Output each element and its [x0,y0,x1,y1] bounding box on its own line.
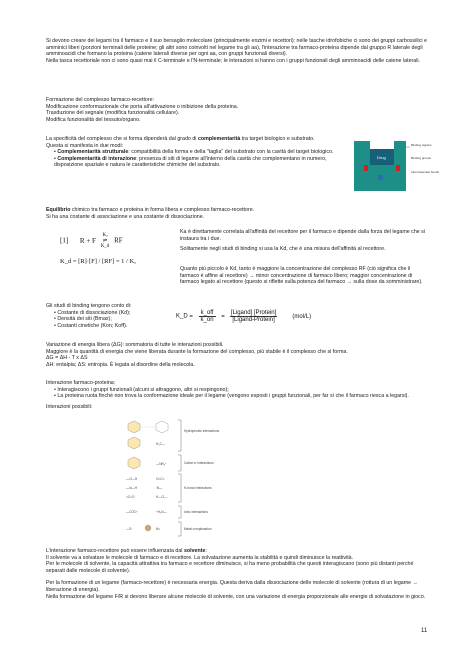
binding-group-mark [364,165,368,171]
spec-b1-text: : compatibilità della forma e della "taglia" del substrato con la cavità del target biologico. [128,149,334,156]
k-off-label: K_d [100,244,110,249]
koff-kon-fraction [199,310,216,323]
specificity-intro [46,136,342,143]
intro-paragraph [46,38,430,64]
spec-text-pre: La specificità del complesso che si forma dipenderà dal grado di [46,136,198,142]
spec-text-post: tra target biologico e substrato. [240,136,315,142]
cation-pi-label: Cation-π interactions [184,461,214,465]
spec-b2-label: Complementarità di interazione [57,155,137,162]
k-on-label: Kₐ [102,233,108,238]
hydrophobic-label: Hydrophobic interactions [184,429,220,433]
hbond-donor-3: >C=O [126,495,135,499]
specificity-bullet-2: • Complementarità di interazione: presenza di siti di legame all'interno della cavità che complementano in numero, disposizione spaziale e natura le caratteristiche chimiche del substrato. [54,155,327,169]
ligand-fraction [230,310,276,323]
kd-usage: Solitamente negli studi di binding si usa la Kd, che è una misura dell'affinità al recettore. [180,246,386,253]
hbond-donor-1: —O—H [126,477,138,481]
drug-label: Drug [377,155,386,160]
solvent-pre: L'interazione farmaco-recettore può essere influenzata dal [46,548,184,554]
reaction-left: R + F [79,236,96,245]
kd-binding-formula: K_D = k_off k_on = [Ligand] [Protein] [Ligand-Protein] (mol/L) [176,310,312,323]
solvent-line-3: Per la formazione di un legame (farmaco-recettore) è necessaria energia. Questa deriva dalla dissociazione delle molecole di solvente (rottura di un legame → liberazione di energia). [46,580,418,593]
metal-row [126,525,160,531]
ionic-anion: —COO⁻ [126,510,139,514]
binding-groups-label: Binding groups [411,156,432,160]
energy-line-2: Maggiore è la quantità di energia che viene liberata durante la formazione del complesso, più stabile è il complesso che si forma. [46,348,348,355]
binding-group-mark [378,175,383,180]
intro-text-1: Si devono creare dei legami tra il farmaco e il suo bersaglio molecolare (principalmente enzimi e recettori): nelle tasche idrofobiche ci sono dei gruppi carbossilici e amminici liberi (porzioni terminali delle proteine; gli altri sono coinvolti nel legame tra gli aa), l'interazione tra farmaco-proteina dipende dal gruppo R laterale degli amminoacidi che formano la proteina (catene laterali diverse per ogni aa, con gruppi funzionali diversi). [46,38,427,58]
binding-studies [46,303,176,329]
equilibrium-line-1 [46,207,430,214]
hbond-row [126,477,168,499]
inter-b2: La proteina ruota finché non trova la conformazione ideale per il legame (vengono esposti i gruppi funzionali, per far sì che il farmaco riesca a legarsi). [57,393,409,400]
energy-line-1: Variazione di energia libera (ΔG): sommatoria di tutte le interazioni possibili. [46,342,224,348]
spec-b1-label: Complementarità strutturale [57,149,129,156]
energy-line-3: ΔG = ΔH - T x ΔS [46,355,88,362]
metal-ion-icon [145,525,151,531]
solvent-title [46,548,430,555]
reaction-right: RF [114,236,123,245]
specificity-modes: Questa si manifesta in due modi: [46,142,124,149]
interaction-title: Interazione farmaco-proteina: [46,380,116,386]
complex-line-3: Modifica funzionalità del tessuto/organo. [46,116,141,123]
kd-lhs: K_D [176,313,188,320]
cation-group: —NR₃⁺ [156,462,167,466]
ka-explanation [180,229,430,253]
equilibrium-line-2: Si ha una costante di associazione e una costante di dissociazione. [46,213,205,220]
intro-text-2: Nella tasca recettoriale non ci sono quasi mai il C-terminale e l'N-terminale; le interazioni si hanno con i gruppi funzionali degli amminoacidi delle catene laterali. [46,57,421,64]
complex-section [46,97,430,123]
hbond-label: H-bond interactions [184,486,212,490]
eq-text: chimico tra farmaco e proteina in forma libera e complesso farmaco-recettore. [70,207,255,213]
interactions-diagram [118,418,230,542]
kd-text: Quanto più piccolo è Kd, tanto è maggiore la concentrazione del complesso RF (ciò significa che il farmaco è affine al recettore) → minor concentrazione di farmaco libero; maggior concentrazione di farmaco legato al recettore (questo si riflette sulla potenza del farmaco → sulla dose da somministrare). [180,266,423,286]
ionic-label: Ionic interactions [184,510,208,514]
kd-explanation [180,266,430,286]
metal-ligand: —S⁻ [126,527,133,531]
solvent-post: : [205,548,207,554]
spec-bold: complementarità [197,136,241,142]
hydrophobic-row [128,421,168,449]
binding-site-label: Binding site [368,190,384,194]
binding-b2: Densità dei siti (Bmax); [57,316,112,323]
solvent-line-1: Il solvente va a solvatare le molecole di farmaco e di recettore. La solvatazione aumenta la stabilità e quindi diminuisce la reattività. [46,554,354,561]
page-number: 11 [421,628,428,634]
ionic-cation: ⁺H₃N— [156,510,167,514]
koff-label: k_off [200,310,214,316]
binding-b3: Costanti cinetiche (Kon; Koff). [57,322,128,329]
binding-site-diagram [350,135,440,197]
interaction-bullet-2: • La proteina ruota finché non trova la conformazione ideale per il legame (vengono esposti i gruppi funzionali, per far sì che il farmaco riesca a legarsi). [54,393,409,400]
solvent-line-2: Per le molecole di solvente, la capacità attrattiva tra farmaco e recettore diminuisce, si ha meno probabilità che questi interagiscano (sono più distanti perché separati dalle molecole di solvente). [46,561,414,574]
binding-b1: Costante di dissociazione (Kd); [57,309,131,316]
intermolecular-bonds-label: Intermolecular bonds [411,170,440,174]
specificity-bullet-1: • Complementarità strutturale: compatibilità della forma e della "taglia" del substrato con la cavità del target biologico. [54,149,334,156]
spec-b2-text: : presenza di siti di legame all'interno della cavità che complementano in numero, disposizione spaziale e natura le caratteristiche chimiche del substrato. [54,155,327,169]
binding-bullet-2: • Densità dei siti (Bmax); [54,316,112,323]
metal-ligand-2: N< [156,527,161,531]
kon-label: k_on [200,317,214,323]
energy-line-4: ΔH: entalpia; ΔS: entropia. È legata al disordine della molecola. [46,361,195,368]
hbond-donor-2: —N—H [126,486,137,490]
binding-bullet-3: • Costanti cinetiche (Kon; Koff). [54,322,128,329]
binding-bullet-1: • Costante di dissociazione (Kd); [54,309,131,316]
interaction-possible: Interazioni possibili: [46,403,93,410]
solvent-bold: solvente [183,548,206,554]
binding-regions-label [411,143,432,147]
ionic-row [126,510,168,514]
ligand-top: [Ligand] [Protein] [230,310,277,316]
solvent-section [46,548,430,600]
equilibrium-section [46,207,430,220]
kd-formula: K_d = [R]·[F] / [RF] = 1 / Kₐ [60,258,136,265]
ligand-bottom: [Ligand-Protein] [232,317,275,323]
binding-title: Gli studi di binding tengono conto di: [46,303,132,309]
interaction-section [46,380,430,410]
inter-b1: Interagiscono i gruppi funzionali (alcuni si attraggono, altri si respingono); [57,386,229,393]
interaction-bullet-1: • Interagiscono i gruppi funzionali (alcuni si attraggono, altri si respingono); [54,386,229,393]
kd-unit: (mol/L) [292,313,312,320]
hbond-acceptor-3: H—O— [156,495,168,499]
ka-text: Ka è direttamente correlata all'affinità del recettore per il farmaco e dipende dalla forza del legame che si instaura tra i due. [180,229,426,242]
eq-label: [1] [60,236,69,245]
metal-label: Metal complexation [184,527,212,531]
complex-title: Formazione del complesso farmaco-recettore: [46,97,155,103]
cation-pi-row [128,457,167,469]
specificity-section [46,136,342,169]
hbond-acceptor-1: O=C< [156,477,165,481]
eq-bold: Equilibrio [46,207,71,213]
reaction-equation [60,233,123,249]
energy-section [46,342,430,368]
complex-line-2: Trasduzione del segnale (modifica funzionalità cellulare). [46,110,180,117]
reaction-arrows: Kₐ ⇌ K_d [100,233,110,249]
binding-group-mark [396,165,400,171]
hbond-acceptor-2: :N— [156,486,163,490]
solvent-line-4: Nella formazione del legame F/R si devono liberare alcune molecole di solvente, con una variazione di energia proporzionale alle energie di solvatazione in gioco. [46,593,426,600]
complex-line-1: Modificazione conformazionale che porta all'attivazione o inibizione della proteina. [46,103,239,110]
binding-regions-text: Binding regions [411,143,432,147]
hydrophobic-molecule: H₃C— [156,442,166,446]
